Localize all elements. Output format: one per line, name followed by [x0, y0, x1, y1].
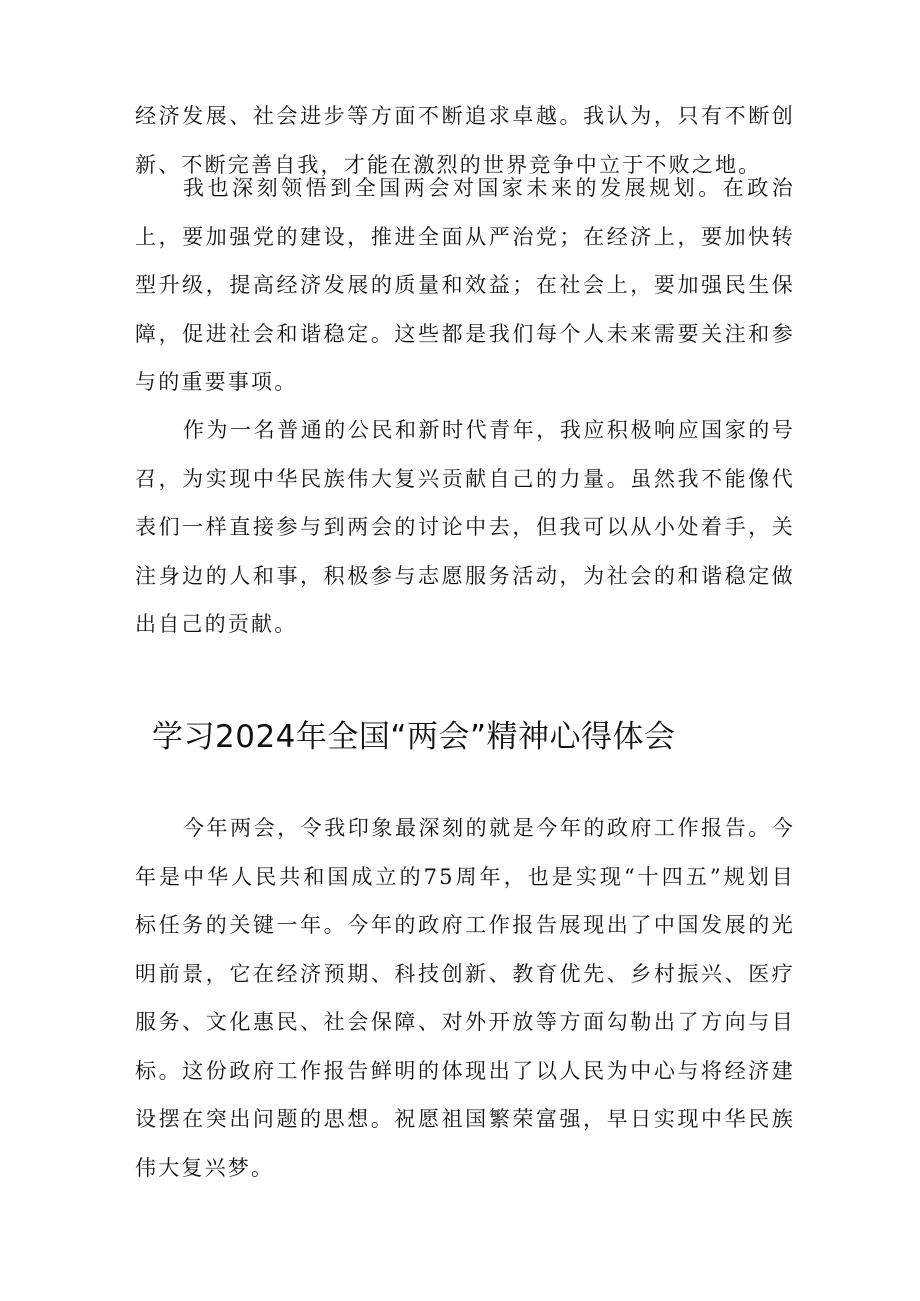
section-heading: 学习2024年全国“两会”精神心得体会	[152, 719, 676, 755]
paragraph-citizen-role: 作为一名普通的公民和新时代青年，我应积极响应国家的号召，为实现中华民族伟大复兴贡献自己的力量。虽然我不能像代表们一样直接参与到两会的讨论中去，但我可以从小处着手，关注身边的人和事，积极参与志愿服务活动，为社会的和谐稳定做出自己的贡献。	[135, 418, 795, 636]
paragraph-continued: 经济发展、社会进步等方面不断追求卓越。我认为，只有不断创新、不断完善自我，才能在激烈的世界竞争中立于不败之地。	[135, 104, 795, 177]
paragraph-development-plan: 我也深刻领悟到全国两会对国家未来的发展规划。在政治上，要加强党的建设，推进全面从严治党；在经济上，要加快转型升级，提高经济发展的质量和效益；在社会上，要加强民生保障，促进社会和谐稳定。这些都是我们每个人未来需要关注和参与的重要事项。	[135, 176, 795, 394]
paragraph-government-report: 今年两会，令我印象最深刻的就是今年的政府工作报告。今年是中华人民共和国成立的75周年，也是实现“十四五”规划目标任务的关键一年。今年的政府工作报告展现出了中国发展的光明前景，它在经济预期、科技创新、教育优先、乡村振兴、医疗服务、文化惠民、社会保障、对外开放等方面勾勒出了方向与目标。这份政府工作报告鲜明的体现出了以人民为中心与将经济建设摆在突出问题的思想。祝愿祖国繁荣富强，早日实现中华民族伟大复兴梦。	[135, 816, 795, 1180]
